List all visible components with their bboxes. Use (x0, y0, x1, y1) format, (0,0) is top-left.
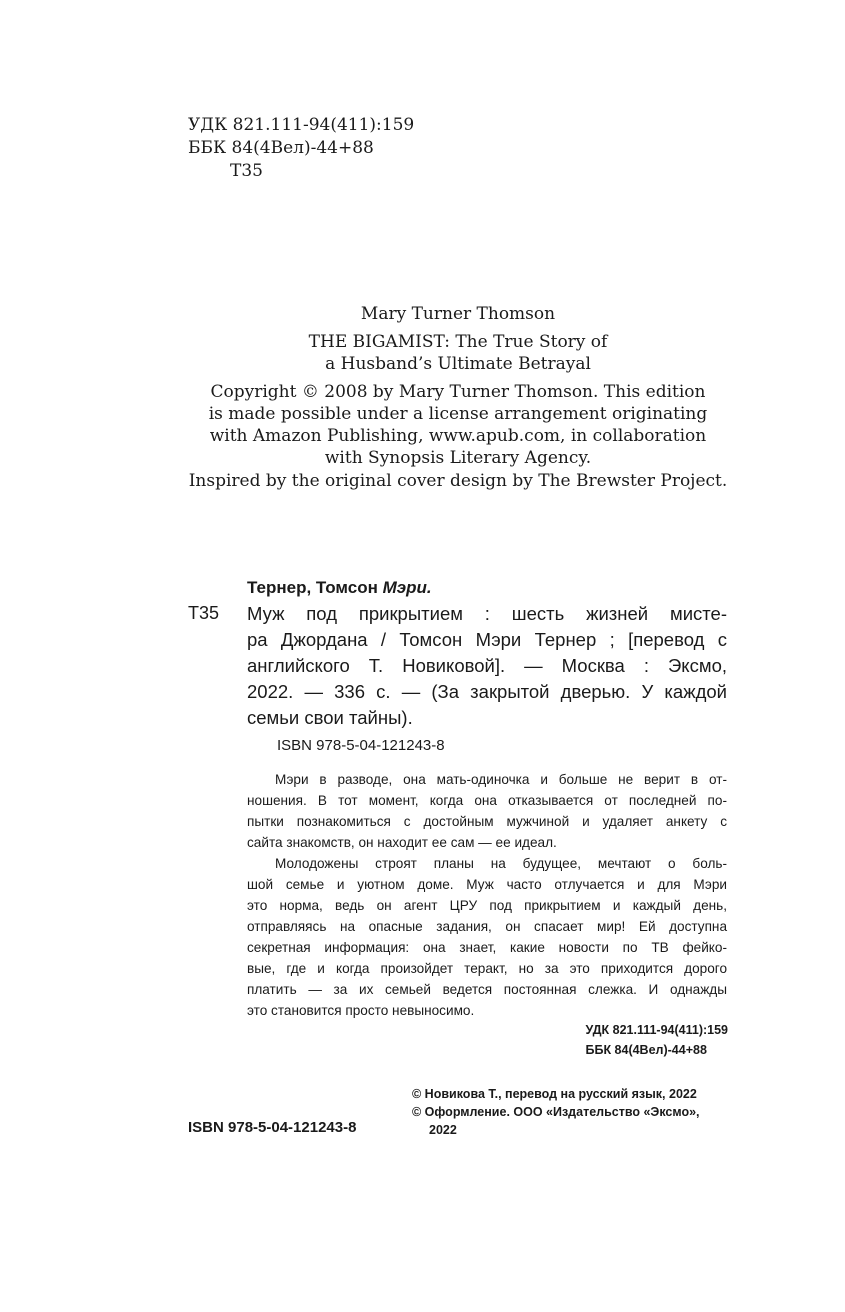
annotation-line: отправляясь на опасные задания, он спасает мир! Ей доступна (247, 919, 727, 934)
design-credit: © Оформление. ООО «Издательство «Эксмо», (412, 1105, 700, 1119)
catalog-line: 2022. — 336 с. — (За закрытой дверью. У каждой (247, 681, 727, 702)
copyright-notice (188, 381, 728, 469)
copyright-line: is made possible under a license arrangement originating (208, 404, 708, 424)
annotation-line: пытки познакомиться с достойным мужчиной и удаляет анкету с (247, 814, 727, 829)
original-author: Mary Turner Thomson (360, 304, 556, 324)
translation-credit: © Новикова Т., перевод на русский язык, 2022 (412, 1087, 697, 1101)
author-mark: Т35 (230, 161, 263, 181)
annotation-line: вые, где и когда произойдет теракт, но за это приходится дорого (247, 961, 727, 976)
copyright-line: with Amazon Publishing, www.apub.com, in collaboration (209, 426, 707, 446)
annotation-line: это становится просто невыносимо. (247, 1003, 475, 1018)
annotation-line: сайта знакомств, он находит ее сам — ее идеал. (247, 835, 557, 850)
annotation-line: ношения. В тот момент, когда она отказывается от последней по- (247, 793, 727, 808)
annotation-paragraph (247, 769, 727, 853)
catalog-line: ра Джордана / Томсон Мэри Тернер ; [перевод с (247, 629, 727, 650)
catalog-line: семьи свои тайны). (247, 707, 413, 728)
catalog-heading-name: Тернер, Томсон (247, 578, 383, 597)
annotation-line: секретная информация: она знает, какие новости по ТВ фейко- (247, 940, 727, 955)
annotation (247, 769, 727, 1021)
udk-code: УДК 821.111-94(411):159 (188, 115, 415, 135)
annotation-line: платить — за их семьей ведется постоянная слежка. И однажды (247, 982, 727, 997)
annotation-line: это норма, ведь он агент ЦРУ под прикрытием и каждый день, (247, 898, 727, 913)
annotation-paragraph (247, 853, 727, 1021)
classification-block (188, 114, 414, 183)
catalog-description (247, 601, 727, 731)
catalog-isbn: ISBN 978-5-04-121243-8 (277, 737, 445, 754)
bbk-code: ББК 84(4Вел)-44+88 (188, 138, 374, 158)
catalog-line: английского Т. Новиковой]. — Москва : Эксмо, (247, 655, 727, 676)
footer-isbn: ISBN 978-5-04-121243-8 (188, 1119, 357, 1136)
original-title-line: THE BIGAMIST: The True Story of (308, 332, 608, 352)
catalog-line: Муж под прикрытием : шесть жизней мисте- (247, 603, 727, 624)
catalog-code: Т35 (188, 603, 220, 623)
credits-block (412, 1085, 700, 1139)
copyright-line: with Synopsis Literary Agency. (324, 448, 592, 468)
cover-credit: Inspired by the original cover design by The Brewster Project. (188, 471, 728, 491)
original-title (188, 331, 728, 375)
annotation-line: Молодожены строят планы на будущее, мечтают о боль- (275, 856, 727, 871)
original-title-line: a Husband’s Ultimate Betrayal (325, 354, 591, 374)
catalog-heading-italic: Мэри. (382, 578, 432, 597)
copyright-line: Copyright © 2008 by Mary Turner Thomson. This edition (210, 382, 706, 402)
annotation-udk: УДК 821.111-94(411):159 (585, 1023, 728, 1037)
annotation-line: Мэри в разводе, она мать-одиночка и больше не верит в от- (275, 772, 727, 787)
annotation-bbk: ББК 84(4Вел)-44+88 (585, 1043, 707, 1057)
annotation-codes (585, 1020, 728, 1060)
catalog-heading (247, 578, 432, 598)
annotation-line: шой семье и уютном доме. Муж часто отлучается и для Мэри (247, 877, 727, 892)
design-credit-year: 2022 (429, 1123, 457, 1137)
